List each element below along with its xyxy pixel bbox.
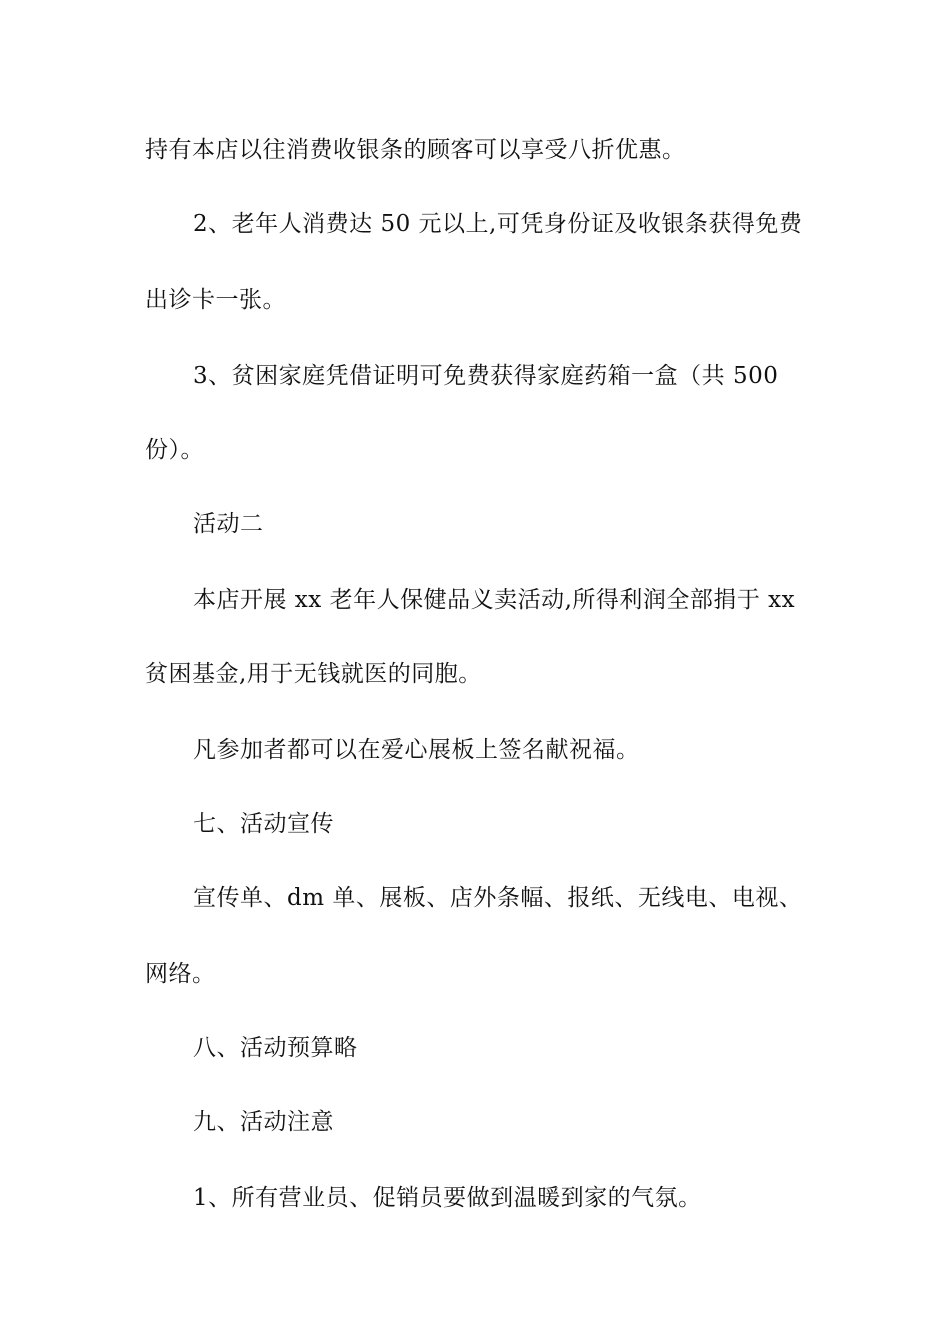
text-line-promotion-cont: 网络。 — [145, 961, 216, 987]
heading-section-8: 八、活动预算略 — [193, 1035, 358, 1061]
heading-section-9: 九、活动注意 — [193, 1109, 334, 1135]
text-line-discount: 持有本店以往消费收银条的顾客可以享受八折优惠。 — [145, 137, 686, 163]
heading-activity-two: 活动二 — [193, 511, 264, 537]
text-line-promotion: 宣传单、dm 单、展板、店外条幅、报纸、无线电、电视、 — [193, 885, 803, 911]
text-line-charity-sale: 本店开展 xx 老年人保健品义卖活动,所得利润全部捐于 xx — [193, 587, 796, 613]
text-line-signing: 凡参加者都可以在爱心展板上签名献祝福。 — [193, 737, 640, 763]
text-line-item-2-cont: 出诊卡一张。 — [145, 287, 286, 313]
text-line-item-3: 3、贫困家庭凭借证明可免费获得家庭药箱一盒（共 500 — [193, 363, 779, 389]
text-line-notice-1: 1、所有营业员、促销员要做到温暖到家的气氛。 — [193, 1185, 702, 1211]
text-line-charity-sale-cont: 贫困基金,用于无钱就医的同胞。 — [145, 661, 482, 687]
text-line-item-3-cont: 份）。 — [145, 437, 204, 463]
text-line-item-2: 2、老年人消费达 50 元以上,可凭身份证及收银条获得免费 — [193, 211, 803, 237]
heading-section-7: 七、活动宣传 — [193, 811, 334, 837]
